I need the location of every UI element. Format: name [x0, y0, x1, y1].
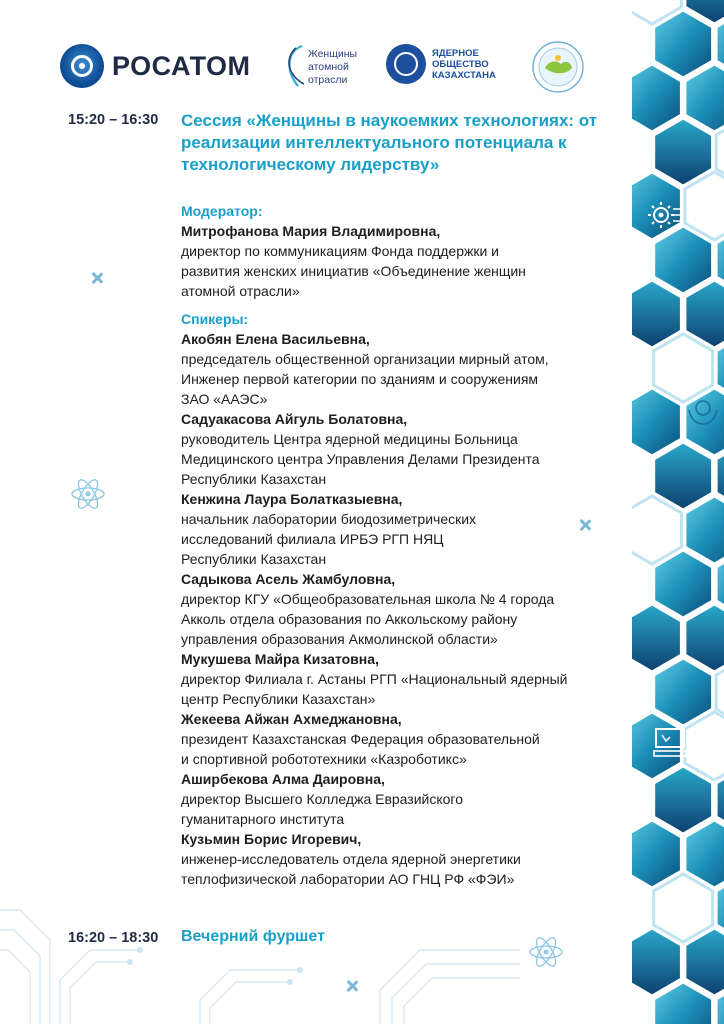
nuclear-society-kazakhstan-logo [386, 44, 496, 84]
atom-icon [526, 932, 566, 972]
speaker-description: председатель общественной организации мирный атом, Инженер первой категории по зданиям и сооружениям ЗАО «ААЭС» [181, 351, 549, 407]
speaker-name: Акобян Елена Васильевна, [181, 331, 370, 347]
session-time: 15:20 – 16:30 [68, 112, 159, 128]
participants-block [181, 201, 621, 889]
swirl-icon [282, 42, 308, 90]
speaker-name: Кенжина Лаура Болатказыевна, [181, 491, 403, 507]
speaker-description: руководитель Центра ядерной медицины Больница Медицинского центра Управления Делами Президента Республики Казахстан [181, 431, 540, 487]
cross-decoration [91, 272, 103, 284]
speaker-description: директор Высшего Колледжа Евразийского гуманитарного института [181, 791, 464, 827]
session-title: Сессия «Женщины в наукоемких технологиях: от реализации интеллектуального потенциала к технологическому лидерству» [181, 111, 598, 174]
yok-logo-text: ЯДЕРНОЕ ОБЩЕСТВО КАЗАХСТАНА [432, 47, 496, 81]
evening-title: Вечерний фуршет [181, 928, 325, 945]
speaker-description: директор Филиала г. Астаны РГП «Национальный ядерный центр Республики Казахстан» [181, 671, 568, 707]
nuclear-society-emblem-icon [386, 44, 426, 84]
speaker-name: Аширбекова Алма Даировна, [181, 771, 385, 787]
gear-circuit-icon [645, 195, 685, 235]
rosatom-atom-icon [60, 44, 104, 88]
speaker-name: Садуакасова Айгуль Болатовна, [181, 411, 408, 427]
speaker-description: президент Казахстанская Федерация образовательной и спортивной робототехники «Казроботикс» [181, 731, 540, 767]
speaker-name: Мукушева Майра Кизатовна, [181, 651, 379, 667]
hands-globe-icon [683, 392, 723, 432]
moderator-description: директор по коммуникациям Фонда поддержки и развития женских инициатив «Объединение женщин атомной отрасли» [181, 243, 526, 299]
speaker-description: инженер-исследователь отдела ядерной энергетики теплофизической лаборатории АО ГНЦ РФ «ФЭИ» [181, 851, 521, 887]
speaker-name: Кузьмин Борис Игоревич, [181, 831, 362, 847]
moderator-name: Митрофанова Мария Владимировна, [181, 223, 441, 239]
rosatom-logo [60, 44, 250, 88]
atom-icon [68, 474, 108, 514]
speaker-name: Садыкова Асель Жамбуловна, [181, 571, 396, 587]
speaker-description: начальник лаборатории биодозиметрических исследований филиала ИРБЭ РГП НЯЦ Республики Казахстан [181, 511, 477, 567]
women-nuclear-industry-logo [282, 42, 370, 92]
moderator-heading: Модератор: [181, 203, 263, 219]
kazakhstan-women-emblem-icon [531, 40, 585, 94]
computer-icon [648, 725, 692, 761]
women-logo-text: Женщины атомной отрасли [308, 48, 358, 86]
speaker-name: Жекеева Айжан Ахмеджановна, [181, 711, 402, 727]
circuit-lines-decoration [0, 870, 520, 1024]
evening-time: 16:20 – 18:30 [68, 930, 159, 946]
speakers-heading: Спикеры: [181, 311, 249, 327]
speaker-description: директор КГУ «Общеобразовательная школа № 4 города Акколь отдела образования по Аккольскому району управления образования Акмолинской области» [181, 591, 555, 647]
hexagon-decoration-strip [632, 0, 724, 1024]
rosatom-logo-text: РОСАТОМ [112, 50, 251, 81]
